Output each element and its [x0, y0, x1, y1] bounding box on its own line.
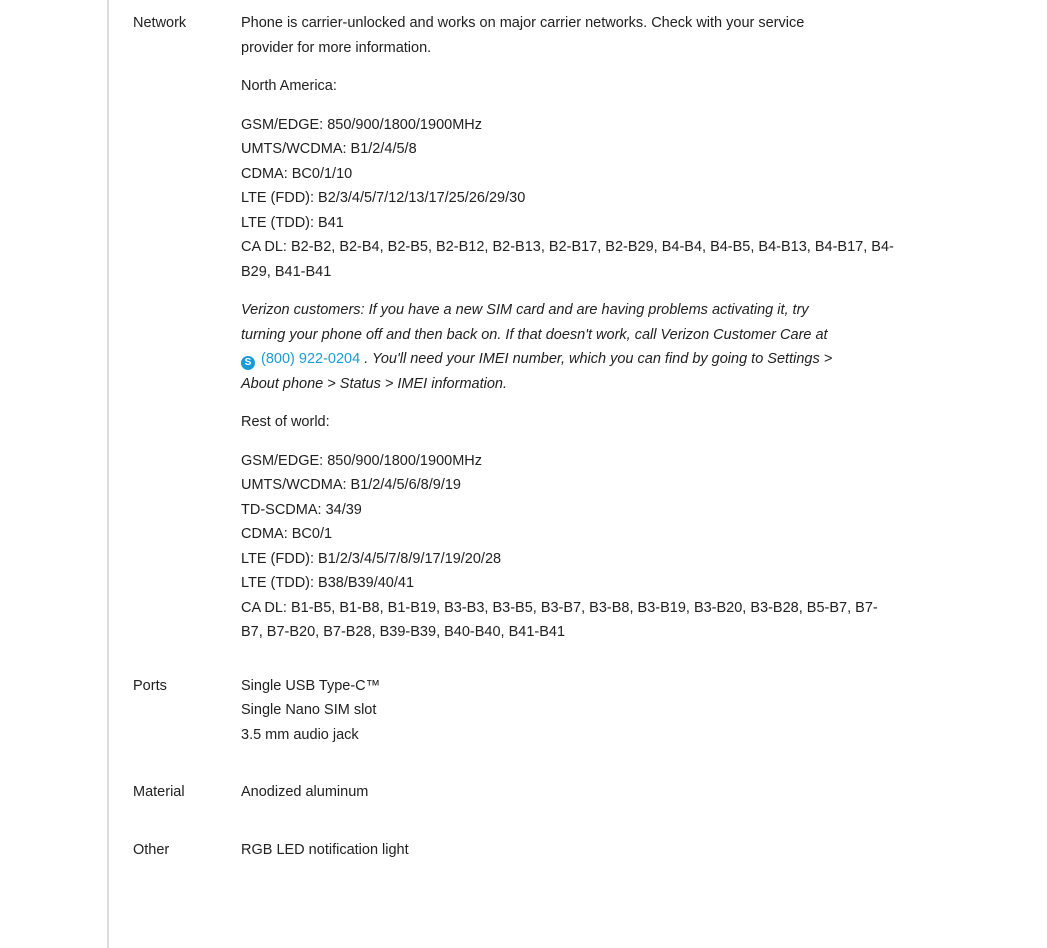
rest-of-world-heading: Rest of world:	[241, 414, 330, 430]
network-intro-line: provider for more information.	[241, 39, 432, 56]
verizon-note-line: About phone > Status > IMEI information.	[241, 375, 507, 392]
spec-label-ports: Ports	[133, 677, 167, 694]
band-line: LTE (FDD): B1/2/3/4/5/7/8/9/17/19/20/28	[241, 550, 502, 567]
band-line: LTE (FDD): B2/3/4/5/7/12/13/17/25/26/29/30	[241, 190, 526, 206]
spec-row-network	[133, 11, 953, 645]
spec-label-material: Material	[133, 784, 185, 800]
network-intro-line: Phone is carrier-unlocked and works on major carrier networks. Check with your service	[241, 15, 805, 31]
band-line: GSM/EDGE: 850/900/1800/1900MHz	[241, 452, 482, 469]
verizon-note-text: . You'll need your IMEI number, which you can find by going to Settings >	[360, 351, 833, 367]
spec-value-material: Anodized aluminum	[241, 784, 369, 800]
north-america-heading: North America:	[241, 78, 337, 94]
specs-panel	[109, 0, 1047, 948]
verizon-phone-link[interactable]	[241, 351, 360, 367]
band-line: LTE (TDD): B41	[241, 214, 344, 231]
port-item: Single Nano SIM slot	[241, 702, 377, 718]
band-line: CDMA: BC0/1/10	[241, 165, 353, 182]
verizon-note	[241, 298, 953, 396]
verizon-phone-number: (800) 922-0204	[261, 351, 361, 367]
spec-value-other: RGB LED notification light	[241, 841, 409, 858]
band-line: CDMA: BC0/1	[241, 526, 333, 542]
skype-icon: S	[241, 356, 255, 370]
spec-label-other: Other	[133, 841, 170, 858]
band-line: CA DL: B1-B5, B1-B8, B1-B19, B3-B3, B3-B5, B3-B7, B3-B8, B3-B19, B3-B20, B3-B28, B5-B7, B7-	[241, 599, 878, 616]
left-margin	[0, 0, 107, 948]
band-line: LTE (TDD): B38/B39/40/41	[241, 575, 415, 591]
specs-table	[133, 11, 953, 862]
verizon-note-line: turning your phone off and then back on. If that doesn't work, call Verizon Customer Care at	[241, 326, 828, 343]
band-line: TD-SCDMA: 34/39	[241, 501, 362, 518]
port-item: 3.5 mm audio jack	[241, 726, 359, 743]
band-line: UMTS/WCDMA: B1/2/4/5/8	[241, 141, 417, 157]
spec-value-network	[241, 11, 953, 645]
spec-row-material	[133, 780, 953, 805]
spec-row-other	[133, 838, 953, 863]
rest-of-world-bands	[241, 449, 953, 645]
north-america-bands	[241, 113, 953, 285]
band-line: UMTS/WCDMA: B1/2/4/5/6/8/9/19	[241, 477, 461, 493]
verizon-note-line	[241, 347, 953, 372]
band-line: B29, B41-B41	[241, 263, 332, 280]
verizon-note-line: Verizon customers: If you have a new SIM card and are having problems activating it, try	[241, 302, 809, 318]
spec-value-ports	[241, 674, 953, 748]
network-intro	[241, 11, 953, 60]
port-item: Single USB Type-C™	[241, 677, 381, 694]
band-line: GSM/EDGE: 850/900/1800/1900MHz	[241, 116, 482, 133]
spec-row-ports	[133, 674, 953, 748]
band-line: B7, B7-B20, B7-B28, B39-B39, B40-B40, B41-B41	[241, 624, 566, 640]
band-line: CA DL: B2-B2, B2-B4, B2-B5, B2-B12, B2-B13, B2-B17, B2-B29, B4-B4, B4-B5, B4-B13, B4-B17, B4-	[241, 239, 894, 255]
spec-label-network: Network	[133, 15, 187, 31]
